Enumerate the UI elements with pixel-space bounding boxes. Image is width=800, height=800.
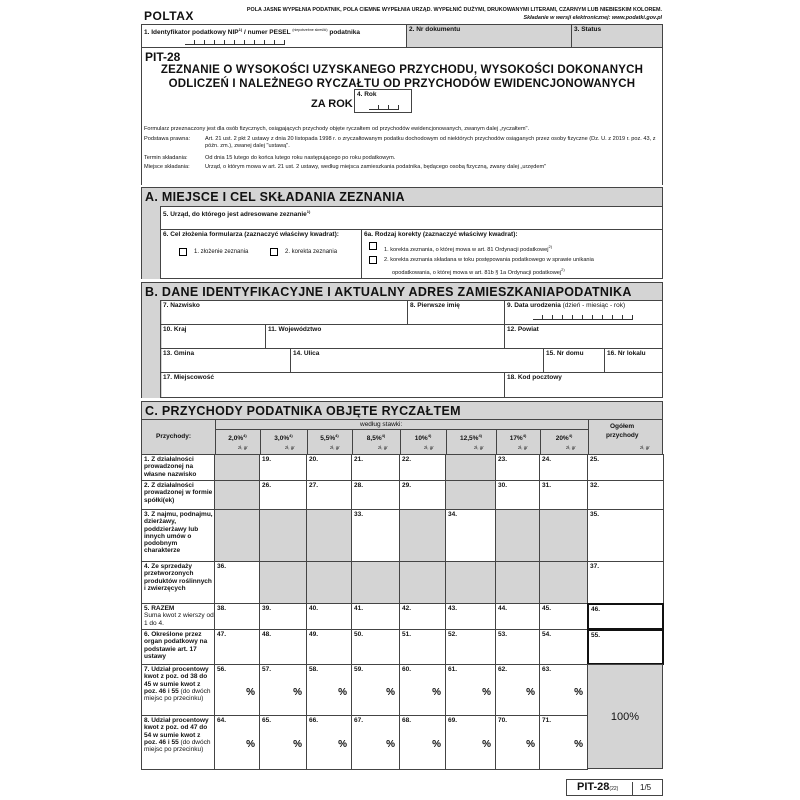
birth-date-field[interactable]: 9. Data urodzenia (dzień - miesiąc - rok) — [504, 300, 663, 325]
row-label-1 — [141, 454, 215, 481]
row-label-4 — [141, 561, 215, 604]
field-number: 27. — [309, 482, 319, 489]
field-number: 71. — [542, 717, 552, 724]
amount-cell-47[interactable] — [214, 629, 260, 665]
field-number: 51. — [402, 631, 412, 638]
amount-cell-21[interactable] — [351, 454, 400, 481]
field-number: 22. — [402, 456, 412, 463]
amount-cell-52[interactable] — [445, 629, 496, 665]
amount-cell-61[interactable] — [445, 664, 496, 716]
field-number: 55. — [591, 632, 601, 639]
percent-sign: % — [574, 739, 583, 750]
row-label-text: 8. Udział procentowy kwot z poz. od 47 do 54 w sumie kwot z poz. 46 i 55 (do dwóch miejsc po przecinku) — [144, 717, 211, 754]
field-number: 70. — [498, 717, 508, 724]
amount-cell-50[interactable] — [351, 629, 400, 665]
amount-cell-40[interactable] — [306, 603, 352, 630]
nip-pesel-field[interactable]: 1. Identyfikator podatkowy NIP$^{1)}$ / numer PESEL $^{(niepotrzebne skreślić)}$ podatnika — [141, 24, 407, 48]
form-code: PIT-28 — [145, 50, 181, 64]
field-number: 52. — [448, 631, 458, 638]
blank-cell — [539, 509, 588, 562]
field-number: 63. — [542, 666, 552, 673]
row-label-3 — [141, 509, 215, 562]
blank-cell — [399, 561, 446, 604]
blank-cell — [214, 454, 260, 481]
field-number: 49. — [309, 631, 319, 638]
row-label-text: 6. Określone przez organ podatkowy na podstawie art. 17 ustawy — [144, 631, 208, 660]
blank-cell — [306, 509, 352, 562]
field-number: 68. — [402, 717, 412, 724]
percent-sign: % — [338, 686, 347, 698]
blank-cell — [445, 480, 496, 510]
amount-cell-35[interactable] — [587, 509, 664, 562]
amount-cell-57[interactable] — [259, 664, 307, 716]
korekta-81b-label-1: 2. korekta zeznania składana w toku postępowania podatkowego w sprawie unikania — [384, 257, 594, 263]
first-name-field[interactable]: 8. Pierwsze imię — [407, 300, 505, 325]
amount-cell-23[interactable] — [495, 454, 540, 481]
amount-cell-53[interactable] — [495, 629, 540, 665]
field-number: 24. — [542, 456, 552, 463]
checkbox-korekta-81b[interactable] — [369, 256, 377, 264]
field-number: 58. — [309, 666, 319, 673]
place-text: Urząd, o którym mowa w art. 21 ust. 2 ustawy, według miejsca zamieszkania podatnika, będącego osobą fizyczną, zwany dalej „urzędem" — [205, 164, 547, 170]
field-number: 54. — [542, 631, 552, 638]
amount-cell-60[interactable] — [399, 664, 446, 716]
option-zlozenie-label: 1. złożenie zeznania — [194, 249, 249, 255]
brand-poltax: POLTAX — [144, 9, 194, 23]
row-label-text: 1. Z działalności prowadzonej na własne nazwisko — [144, 456, 197, 478]
percent-sign: % — [432, 686, 441, 698]
field-number: 32. — [590, 482, 600, 489]
amount-cell-44[interactable] — [495, 603, 540, 630]
korekta-81-label: 1. korekta zeznania, o której mowa w art. 81 Ordynacji podatkowej$^{2)}$ — [384, 244, 553, 253]
section-b-margin — [141, 300, 162, 398]
blank-cell — [214, 509, 260, 562]
postal-code-field[interactable]: 18. Kod pocztowy — [504, 372, 663, 398]
amount-cell-42[interactable] — [399, 603, 446, 630]
country-field[interactable]: 10. Kraj — [160, 324, 266, 349]
field-number: 33. — [354, 511, 364, 518]
percent-sign: % — [526, 686, 535, 698]
field-number: 30. — [498, 482, 508, 489]
field-number: 53. — [498, 631, 508, 638]
place-label: Miejsce składania: — [144, 164, 190, 170]
field-number: 21. — [354, 456, 364, 463]
field-number: 26. — [262, 482, 272, 489]
amount-cell-28[interactable] — [351, 480, 400, 510]
header-przychody: przychody — [606, 432, 639, 439]
field-number: 46. — [591, 606, 601, 613]
amount-cell-33[interactable] — [351, 509, 400, 562]
row-label-text: 4. Ze sprzedaży przetworzonych produktów roślinnych i zwierzęcych — [144, 563, 212, 592]
purpose-group: 6. Cel złożenia formularza (zaznaczyć właściwy kwadrat): — [160, 229, 362, 279]
amount-cell-68[interactable] — [399, 715, 446, 770]
surname-field[interactable]: 7. Nazwisko — [160, 300, 408, 325]
amount-cell-19[interactable] — [259, 454, 307, 481]
field-number: 38. — [217, 605, 227, 612]
amount-cell-26[interactable] — [259, 480, 307, 510]
checkbox-zlozenie[interactable] — [179, 248, 187, 256]
field-number: 41. — [354, 605, 364, 612]
blank-cell — [259, 509, 307, 562]
blank-cell — [539, 561, 588, 604]
electronic-submission-note: Składanie w wersji elektronicznej: www.podatki.gov.pl — [523, 15, 662, 21]
rate-header-3: 5,5%$^{4)}$ — [320, 433, 339, 443]
amount-cell-32[interactable] — [587, 480, 664, 510]
document-number-field: 2. Nr dokumentu — [406, 24, 572, 48]
blank-cell — [495, 509, 540, 562]
percent-sign: % — [526, 739, 535, 750]
field-number: 19. — [262, 456, 272, 463]
zl-gr-label: zł, gr — [474, 445, 484, 450]
field-number: 67. — [354, 717, 364, 724]
amount-cell-49[interactable] — [306, 629, 352, 665]
intro-text: Formularz przeznaczony jest dla osób fizycznych, osiągających przychody objęte ryczałtem od przychodów ewidencjonowanych, zwanym dalej „ryczałtem". — [144, 126, 530, 132]
nip-label: 1. Identyfikator podatkowy NIP — [144, 29, 239, 37]
voivodeship-field[interactable]: 11. Województwo — [265, 324, 505, 349]
header-col-divider — [588, 420, 589, 455]
column-header-przychody: Przychody: — [156, 433, 192, 440]
amount-cell-22[interactable] — [399, 454, 446, 481]
total-percent-cell — [587, 664, 663, 769]
fill-instruction: POLA JASNE WYPEŁNIA PODATNIK, POLA CIEMNE WYPEŁNIA URZĄD. WYPEŁNIĆ DUŻYMI, DRUKOWANYMI LITERAMI, CZARNYM LUB NIEBIESKIM KOLOREM. — [246, 7, 662, 13]
row-label-text: 2. Z działalności prowadzonej w formie spółki(ek) — [144, 482, 213, 504]
percent-sign: % — [293, 686, 302, 698]
title-line-1: ZEZNANIE O WYSOKOŚCI UZYSKANEGO PRZYCHODU, WYSOKOŚCI DOKONANYCH — [160, 64, 644, 76]
field-number: 43. — [448, 605, 458, 612]
rate-header-6: 12,5%$^{4)}$ — [460, 433, 482, 443]
county-field[interactable]: 12. Powiat — [504, 324, 663, 349]
blank-cell — [306, 561, 352, 604]
amount-cell-70[interactable] — [495, 715, 540, 770]
blank-cell — [351, 561, 400, 604]
amount-cell-27[interactable] — [306, 480, 352, 510]
field-number: 47. — [217, 631, 227, 638]
field-number: 34. — [448, 511, 458, 518]
field-number: 62. — [498, 666, 508, 673]
amount-cell-25[interactable] — [587, 454, 664, 481]
apartment-number-field[interactable]: 16. Nr lokalu — [604, 348, 663, 373]
row-label-8 — [141, 715, 215, 770]
percent-sign: % — [293, 739, 302, 750]
total-percent-value: 100% — [610, 710, 640, 723]
tax-office-field[interactable]: 5. Urząd, do którego jest adresowane zeznanie$^{1)}$ — [160, 206, 663, 230]
field-number: 60. — [402, 666, 412, 673]
field-number: 57. — [262, 666, 272, 673]
row-label-2 — [141, 480, 215, 510]
field-number: 56. — [217, 666, 227, 673]
zl-gr-label: zł, gr — [424, 445, 434, 450]
korekta-81b-label-2: opodatkowania, o której mowa w art. 81b § 1a Ordynacji podatkowej$^{2)}$ — [392, 267, 565, 276]
row-label-6 — [141, 629, 215, 665]
amount-cell-64[interactable] — [214, 715, 260, 770]
amount-cell-71[interactable] — [539, 715, 588, 770]
row-label-text: 5. RAZEM Suma kwot z wierszy od 1 do 4. — [144, 605, 214, 627]
income-table — [141, 419, 663, 769]
field-number: 59. — [354, 666, 364, 673]
year-field[interactable]: 4. Rok — [354, 89, 412, 113]
amount-cell-31[interactable] — [539, 480, 588, 510]
row-label-5 — [141, 603, 215, 630]
zl-gr-label: zł, gr — [566, 445, 576, 450]
legal-basis-label: Podstawa prawna: — [144, 136, 191, 142]
header-wedlug-stawki: według stawki: — [360, 421, 403, 428]
amount-cell-63[interactable] — [539, 664, 588, 716]
status-field: 3. Status — [571, 24, 663, 48]
checkbox-korekta-81[interactable] — [369, 242, 377, 250]
legal-basis-text: Art. 21 ust. 2 pkt 2 ustawy z dnia 20 listopada 1998 r. o zryczałtowanym podatku dochodowym od niektórych przychodów osiąganych przez osoby fizyczne (Dz. U. z 2019 r. poz. 43, z późn. zm.), zwanej dalej "ustawą". — [205, 136, 656, 149]
footer-form-code: PIT-28(22) — [577, 781, 619, 793]
field-number: 40. — [309, 605, 319, 612]
amount-cell-69[interactable] — [445, 715, 496, 770]
field-number: 36. — [217, 563, 227, 570]
percent-sign: % — [386, 739, 395, 750]
header-ogolem: Ogółem — [610, 423, 635, 430]
amount-cell-39[interactable] — [259, 603, 307, 630]
field-number: 25. — [590, 456, 600, 463]
correction-type-group: 6a. Rodzaj korekty (zaznaczyć właściwy kwadrat): — [361, 229, 663, 279]
zl-gr-label: zł, gr — [518, 445, 528, 450]
table-header — [141, 419, 663, 455]
amount-cell-20[interactable] — [306, 454, 352, 481]
amount-cell-43[interactable] — [445, 603, 496, 630]
field-number: 44. — [498, 605, 508, 612]
amount-cell-55[interactable] — [587, 629, 664, 665]
amount-cell-29[interactable] — [399, 480, 446, 510]
amount-cell-45[interactable] — [539, 603, 588, 630]
rate-header-8: 20%$^{4)}$ — [555, 433, 573, 443]
rate-header-1: 2,0%$^{4)}$ — [228, 433, 247, 443]
amount-cell-38[interactable] — [214, 603, 260, 630]
za-rok-label: ZA ROK — [311, 98, 353, 110]
city-field[interactable]: 17. Miejscowość — [160, 372, 505, 398]
field-number: 64. — [217, 717, 227, 724]
zl-gr-label: zł, gr — [330, 445, 340, 450]
checkbox-korekta[interactable] — [270, 248, 278, 256]
amount-cell-59[interactable] — [351, 664, 400, 716]
blank-cell — [214, 480, 260, 510]
street-field[interactable]: 14. Ulica — [290, 348, 544, 373]
amount-cell-37[interactable] — [587, 561, 664, 604]
amount-cell-62[interactable] — [495, 664, 540, 716]
field-number: 28. — [354, 482, 364, 489]
blank-cell — [445, 561, 496, 604]
rate-header-4: 8,5%$^{4)}$ — [366, 433, 386, 443]
rate-header-2: 3,0%$^{4)}$ — [274, 433, 293, 443]
blank-cell — [259, 561, 307, 604]
blank-cell — [445, 454, 496, 481]
amount-cell-48[interactable] — [259, 629, 307, 665]
amount-cell-41[interactable] — [351, 603, 400, 630]
zl-gr-label-total: zł, gr — [640, 445, 650, 450]
percent-sign: % — [246, 739, 255, 750]
field-number: 29. — [402, 482, 412, 489]
zl-gr-label: zł, gr — [238, 445, 248, 450]
field-number: 61. — [448, 666, 458, 673]
amount-cell-58[interactable] — [306, 664, 352, 716]
row-label-text: 7. Udział procentowy kwot z poz. od 38 do 45 w sumie kwot z poz. 46 i 55 (do dwóch miejsc po przecinku) — [144, 666, 211, 703]
zl-gr-label: zł, gr — [285, 445, 295, 450]
field-number: 45. — [542, 605, 552, 612]
section-a-margin — [141, 206, 162, 279]
percent-sign: % — [386, 686, 395, 698]
field-number: 42. — [402, 605, 412, 612]
percent-sign: % — [246, 686, 255, 698]
amount-cell-54[interactable] — [539, 629, 588, 665]
percent-sign: % — [482, 739, 491, 750]
row-label-7 — [141, 664, 215, 716]
percent-sign: % — [432, 739, 441, 750]
footer-divider — [632, 782, 633, 795]
page-number: 1/5 — [640, 783, 652, 792]
field-number: 31. — [542, 482, 552, 489]
amount-cell-36[interactable] — [214, 561, 260, 604]
zl-gr-label: zł, gr — [378, 445, 388, 450]
field-number: 37. — [590, 563, 600, 570]
field-number: 39. — [262, 605, 272, 612]
field-number: 48. — [262, 631, 272, 638]
amount-cell-66[interactable] — [306, 715, 352, 770]
amount-cell-24[interactable] — [539, 454, 588, 481]
percent-sign: % — [574, 686, 583, 698]
blank-cell — [399, 509, 446, 562]
section-a-header: A. MIEJSCE I CEL SKŁADANIA ZEZNANIA — [141, 187, 663, 206]
deadline-text: Od dnia 15 lutego do końca lutego roku następującego po roku podatkowym. — [205, 155, 396, 161]
section-b-header: B. DANE IDENTYFIKACYJNE I AKTUALNY ADRES ZAMIESZKANIAPODATNIKA — [141, 282, 663, 301]
field-number: 50. — [354, 631, 364, 638]
house-number-field[interactable]: 15. Nr domu — [543, 348, 605, 373]
amount-cell-30[interactable] — [495, 480, 540, 510]
field-number: 65. — [262, 717, 272, 724]
rate-header-7: 17%$^{4)}$ — [509, 433, 527, 443]
field-number: 23. — [498, 456, 508, 463]
commune-field[interactable]: 13. Gmina — [160, 348, 291, 373]
section-c-header: C. PRZYCHODY PODATNIKA OBJĘTE RYCZAŁTEM — [141, 401, 663, 420]
field-number: 66. — [309, 717, 319, 724]
field-number: 35. — [590, 511, 600, 518]
field-number: 69. — [448, 717, 458, 724]
title-line-2: ODLICZEŃ I NALEŻNEGO RYCZAŁTU OD PRZYCHODÓW EWIDENCJONOWANYCH — [168, 78, 636, 90]
amount-cell-51[interactable] — [399, 629, 446, 665]
blank-cell — [495, 561, 540, 604]
percent-sign: % — [482, 686, 491, 698]
option-korekta-label: 2. korekta zeznania — [285, 249, 338, 255]
rate-header-5: 10%$^{4)}$ — [414, 433, 432, 443]
amount-cell-34[interactable] — [445, 509, 496, 562]
amount-cell-67[interactable] — [351, 715, 400, 770]
deadline-label: Termin składania: — [144, 155, 188, 161]
row-label-text: 3. Z najmu, podnajmu, dzierżawy, poddzierżawy lub innych umów o podobnym charakterze — [144, 511, 213, 555]
amount-cell-65[interactable] — [259, 715, 307, 770]
field-number: 20. — [309, 456, 319, 463]
amount-cell-56[interactable] — [214, 664, 260, 716]
amount-cell-46[interactable] — [587, 603, 664, 630]
header-rate-divider — [215, 429, 588, 430]
percent-sign: % — [338, 739, 347, 750]
